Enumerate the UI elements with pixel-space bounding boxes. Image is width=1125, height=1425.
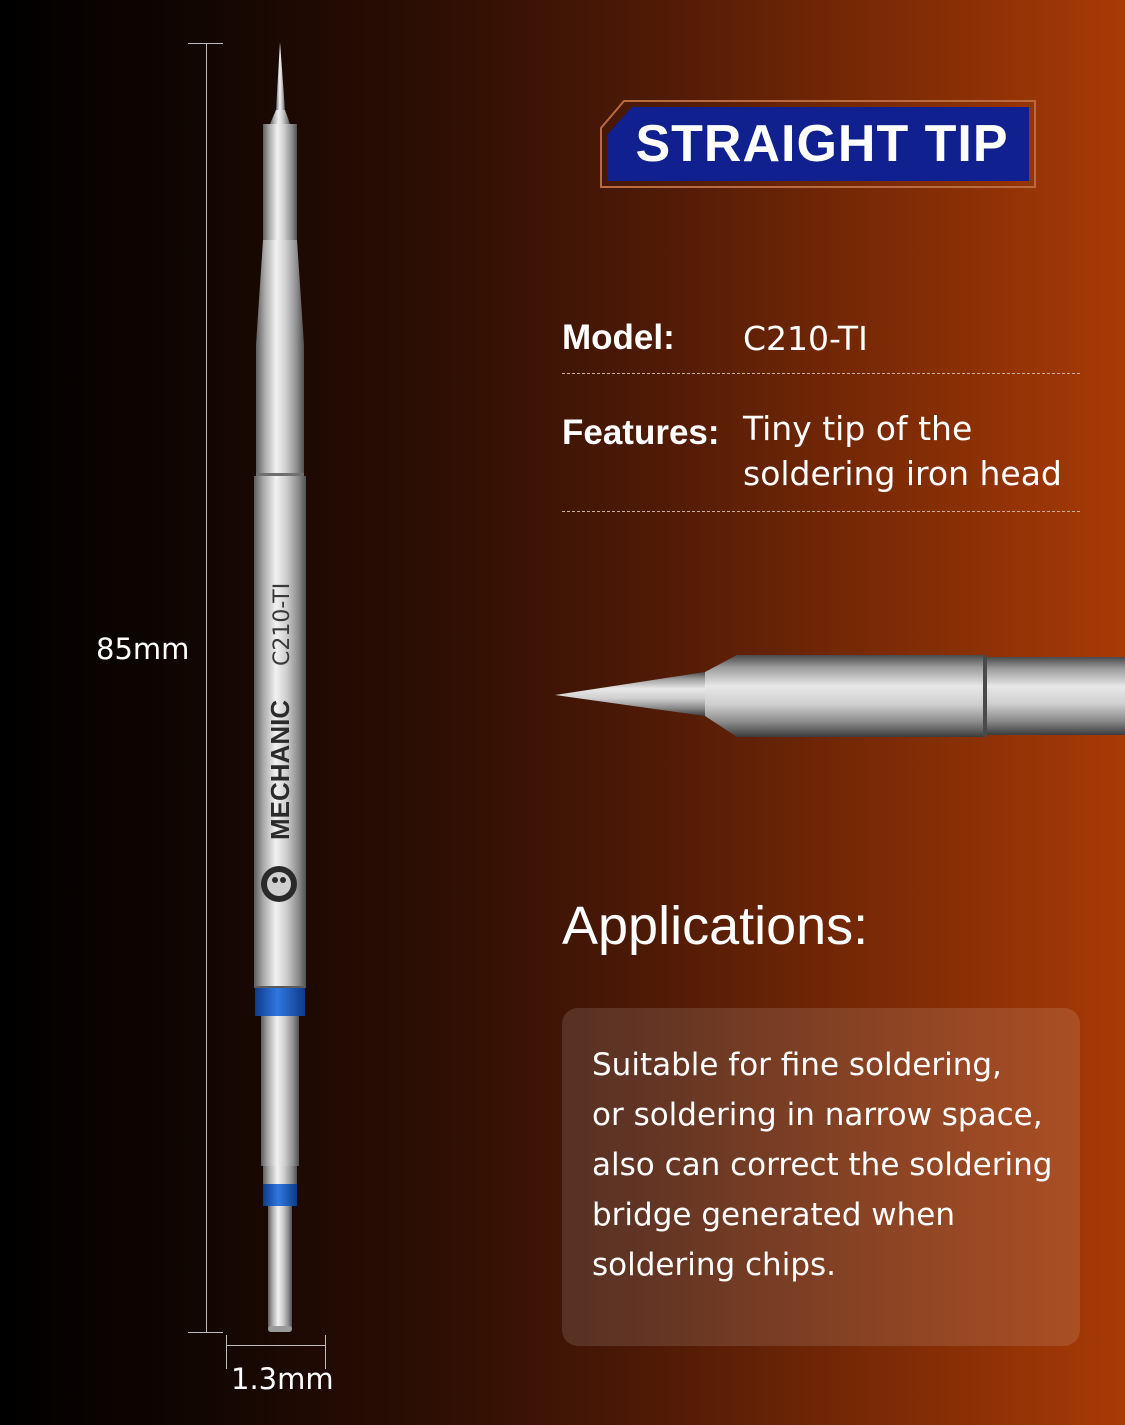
applications-title: Applications:	[562, 896, 869, 956]
applications-line: bridge generated when	[592, 1197, 956, 1233]
length-label: 85mm	[96, 632, 190, 666]
spec-divider	[562, 373, 1080, 374]
applications-line: Suitable for fine soldering,	[592, 1047, 1002, 1083]
applications-text	[592, 1040, 1062, 1290]
tip-brand-engraving: MECHANIC	[265, 699, 295, 840]
features-line: soldering iron head	[743, 454, 1062, 493]
soldering-tip-vertical-image	[248, 40, 314, 1340]
model-label: Model:	[562, 318, 675, 357]
applications-line: soldering chips.	[592, 1247, 837, 1283]
model-value: C210-TI	[743, 319, 868, 358]
soldering-tip-closeup-image	[555, 650, 1125, 740]
tip-model-engraving: C210-TI	[270, 582, 295, 666]
diameter-label: 1.3mm	[231, 1362, 334, 1396]
badge-title: STRAIGHT TIP	[635, 115, 1009, 173]
length-dimension-line	[206, 43, 207, 1333]
spec-divider	[562, 511, 1080, 512]
diameter-tick-left	[226, 1335, 227, 1369]
features-value	[743, 406, 1062, 496]
applications-line: also can correct the soldering	[592, 1147, 1053, 1183]
length-dimension-cap-top	[188, 43, 223, 44]
diameter-dimension-line	[226, 1345, 326, 1346]
features-label: Features:	[562, 413, 720, 452]
applications-line: or soldering in narrow space,	[592, 1097, 1043, 1133]
length-dimension-cap-bottom	[188, 1332, 223, 1333]
features-line: Tiny tip of the	[743, 409, 973, 448]
